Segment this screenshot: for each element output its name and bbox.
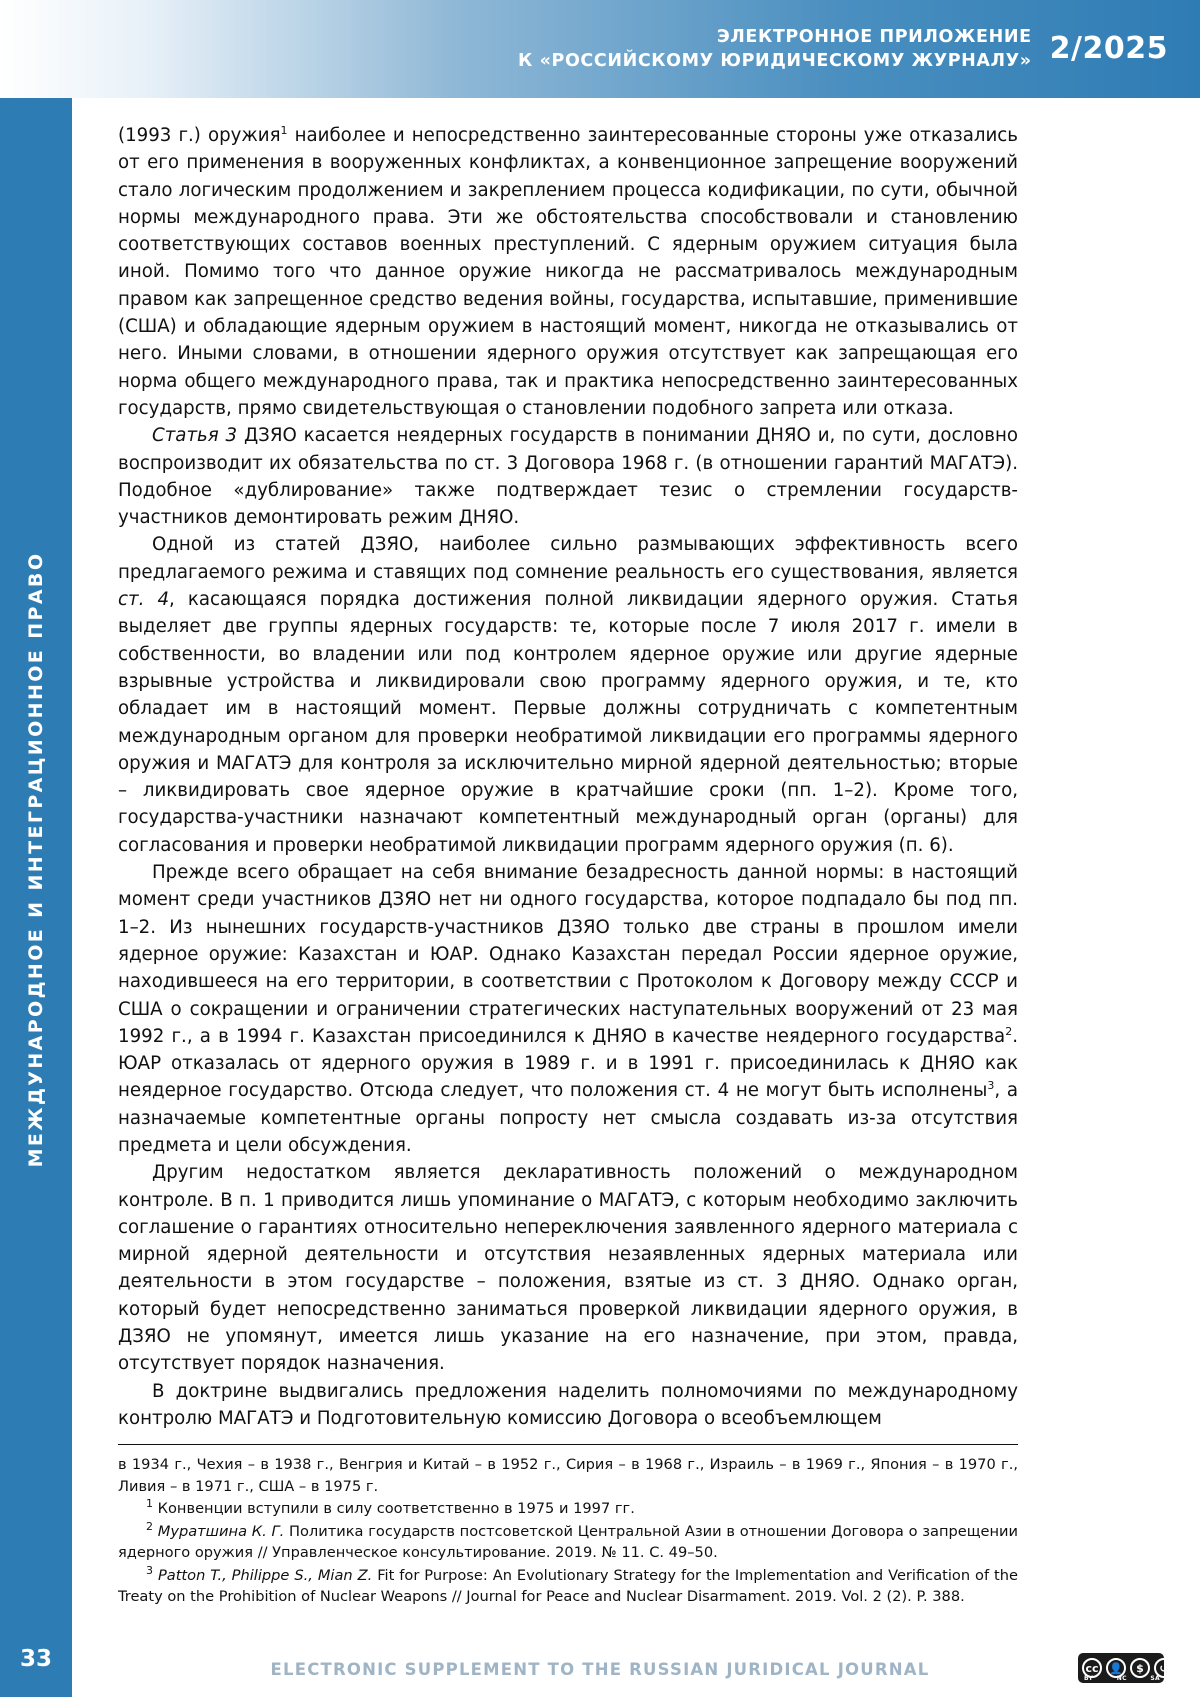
- text-run: (1993 г.) оружия: [118, 125, 281, 146]
- body-paragraph: [118, 422, 1018, 531]
- text-run: Другим недостатком является декларативность положений о международном контроле. В п. 1 приводится лишь упоминание о МАГАТЭ, с которым необходимо заключить соглашение о гарантиях относительно непереключения заявленного ядерного материала с мирной ядерной деятельности и отсутствия незаявленных ядерных материала или деятельности в этом государстве – положения, взятые из ст. 3 ДНЯО. Однако орган, который будет непосредственно заниматься проверкой ликвидации ядерного оружия, в ДЗЯО не упомянут, имеется лишь указание на его назначение, при этом, правда, отсутствует порядок назначения.: [118, 1162, 1018, 1375]
- header-line-1: ЭЛЕКТРОННОЕ ПРИЛОЖЕНИЕ: [716, 27, 1032, 47]
- page-header: [0, 0, 1200, 98]
- text-run: ДЗЯО касается неядерных государств в понимании ДНЯО и, по сути, дословно воспроизводит их обязательства по ст. 3 Договора 1968 г. (в отношении гарантий МАГАТЭ). Подобное «дублирование» также подтверждает тезис о стремлении государств-участников демонтировать режим ДНЯО.: [118, 425, 1018, 529]
- footnote-item: [118, 1498, 1018, 1520]
- section-sidebar: [0, 98, 72, 1621]
- footnote-marker: 1: [280, 123, 288, 137]
- cc-labels: [1084, 1675, 1160, 1682]
- footnote-list: [118, 1454, 1018, 1608]
- footnote-marker: 3: [987, 1079, 995, 1093]
- cc-label-nc: NC: [1116, 1675, 1127, 1682]
- text-run: Политика государств постсоветской Центральной Азии в отношении Договора о запрещении ядерного оружия // Управленческое консультирование. 2019. № 11. С. 49–50.: [118, 1522, 1018, 1562]
- footnote-item: [118, 1454, 1018, 1497]
- text-run: В доктрине выдвигались предложения наделить полномочиями по международному контролю МАГАТЭ и Подготовительную комиссию Договора о всеобъемлющем: [118, 1380, 1018, 1429]
- text-run: Прежде всего обращает на себя внимание безадресность данной нормы: в настоящий момент среди участников ДЗЯО нет ни одного государства, которое подпадало бы под пп. 1–2. Из нынешних государств-участников ДЗЯО только две страны в прошлом имели ядерное оружие: Казахстан и ЮАР. Однако Казахстан передал России ядерное оружие, находившееся на его территории, в соответствии с Протоколом к Договору между СССР и США о сокращении и ограничении стратегических наступательных вооружений от 23 мая 1992 г., а в 1994 г. Казахстан присоединился к ДНЯО в качестве неядерного государства: [118, 862, 1018, 1047]
- section-sidebar-label: МЕЖДУНАРОДНОЕ И ИНТЕГРАЦИОННОЕ ПРАВО: [25, 551, 47, 1168]
- header-issue-number: 2/2025: [1049, 31, 1168, 66]
- emphasis-text: ст. 4: [118, 589, 170, 611]
- creative-commons-icon: [1078, 1653, 1169, 1683]
- header-line-2: К «РОССИЙСКОМУ ЮРИДИЧЕСКОМУ ЖУРНАЛУ»: [518, 50, 1032, 71]
- text-run: наиболее и непосредственно заинтересованные стороны уже отказались от его применения в вооруженных конфликтах, а конвенционное запрещение вооружений стало логическим продолжением и закреплением процесса кодификации, по сути, обычной нормы международного права. Эти же обстоятельства способствовали и становлению соответствующих составов военных преступлений. С ядерным оружием ситуация была иной. Помимо того что данное оружие никогда не рассматривалось международным правом как запрещенное средство ведения войны, государства, испытавшие, применившие (США) и обладающие ядерным оружием в настоящий момент, никогда не отказывались от него. Иными словами, в отношении ядерного оружия отсутствует как запрещающая его норма общего международного права, так и практика непосредственно заинтересованных государств, прямо свидетельствующая о становлении подобного запрета или отказа.: [118, 125, 1018, 419]
- footnote-marker: 1: [146, 1497, 153, 1511]
- footnote-item: [118, 1565, 1018, 1608]
- header-journal-title: [518, 26, 1032, 73]
- cc-label-by: BY: [1084, 1675, 1094, 1682]
- body-paragraph: [118, 859, 1018, 1159]
- text-run: в 1934 г., Чехия – в 1938 г., Венгрия и Китай – в 1952 г., Сирия – в 1968 г., Израиль – в 1969 г., Япония – в 1970 г., Ливия – в 1971 г., США – в 1975 г.: [118, 1456, 1018, 1495]
- body-paragraph: [118, 1159, 1018, 1377]
- text-run: , касающаяся порядка достижения полной ликвидации ядерного оружия. Статья выделяет две группы ядерных государств: те, которые после 7 июля 2017 г. имели в собственности, во владении или под контролем ядерное оружие или другие ядерные взрывные устройства и ликвидировали свою программу ядерного оружия, и те, кто обладает им в настоящий момент. Первые должны сотрудничать с компетентным международным органом для проверки необратимой ликвидации его программы ядерного оружия и МАГАТЭ для контроля за исключительно мирной ядерной деятельностью; вторые – ликвидировать свое ядерное оружие в кратчайшие сроки (пп. 1–2). Кроме того, государства-участники назначают компетентный международный орган (органы) для согласования и проверки необратимой ликвидации программ ядерного оружия (п. 6).: [118, 589, 1019, 856]
- text-run: Конвенции вступили в силу соответственно в 1975 и 1997 гг.: [153, 1500, 635, 1518]
- text-run: Одной из статей ДЗЯО, наиболее сильно размывающих эффективность всего предлагаемого режима и ставящих под сомнение реальность его существования, является: [118, 534, 1018, 583]
- body-paragraph: [118, 122, 1018, 422]
- text-run: . ЮАР отказалась от ядерного оружия в 1989 г. и в 1991 г. присоединилась к ДНЯО как неядерное государство. Отсюда следует, что положения ст. 4 не могут быть исполнены: [118, 1025, 1018, 1102]
- cc-label-sa: SA: [1150, 1675, 1160, 1682]
- cc-by-circle-icon: 👤: [1106, 1658, 1126, 1678]
- emphasis-text: Patton T., Philippe S., Mian Z.: [157, 1566, 373, 1584]
- footnote-marker: 3: [146, 1563, 153, 1577]
- footnote-item: [118, 1521, 1018, 1564]
- article-body: [118, 122, 1018, 1609]
- body-paragraph: [118, 531, 1018, 859]
- body-paragraph: [118, 1378, 1018, 1433]
- cc-nc-circle-icon: $: [1130, 1658, 1150, 1678]
- header-inner: [518, 26, 1168, 73]
- text-run: , а назначаемые компетентные органы попросту нет смысла создавать из-за отсутствия предмета и цели обсуждения.: [118, 1080, 1018, 1156]
- footer-journal-line: ELECTRONIC SUPPLEMENT TO THE RUSSIAN JURIDICAL JOURNAL: [270, 1660, 930, 1679]
- footnote-marker: 2: [1005, 1024, 1013, 1038]
- cc-sa-circle-icon: ↺: [1154, 1658, 1174, 1678]
- paragraph-list: [118, 122, 1018, 1432]
- text-run: Fit for Purpose: An Evolutionary Strategy for the Implementation and Verification of the Treaty on the Prohibition of Nuclear Weapons // Journal for Peace and Nuclear Disarmament. 2019. Vol. 2 (2). P. 388.: [118, 1566, 1019, 1606]
- footnote-marker: 2: [146, 1519, 153, 1533]
- page-footer: [0, 1621, 1200, 1697]
- footnote-separator: [118, 1444, 1018, 1445]
- emphasis-text: Статья 3: [152, 425, 238, 447]
- page-number: 33: [0, 1621, 72, 1697]
- cc-circle-icon: cc: [1082, 1658, 1102, 1678]
- emphasis-text: Муратшина К. Г.: [157, 1522, 285, 1540]
